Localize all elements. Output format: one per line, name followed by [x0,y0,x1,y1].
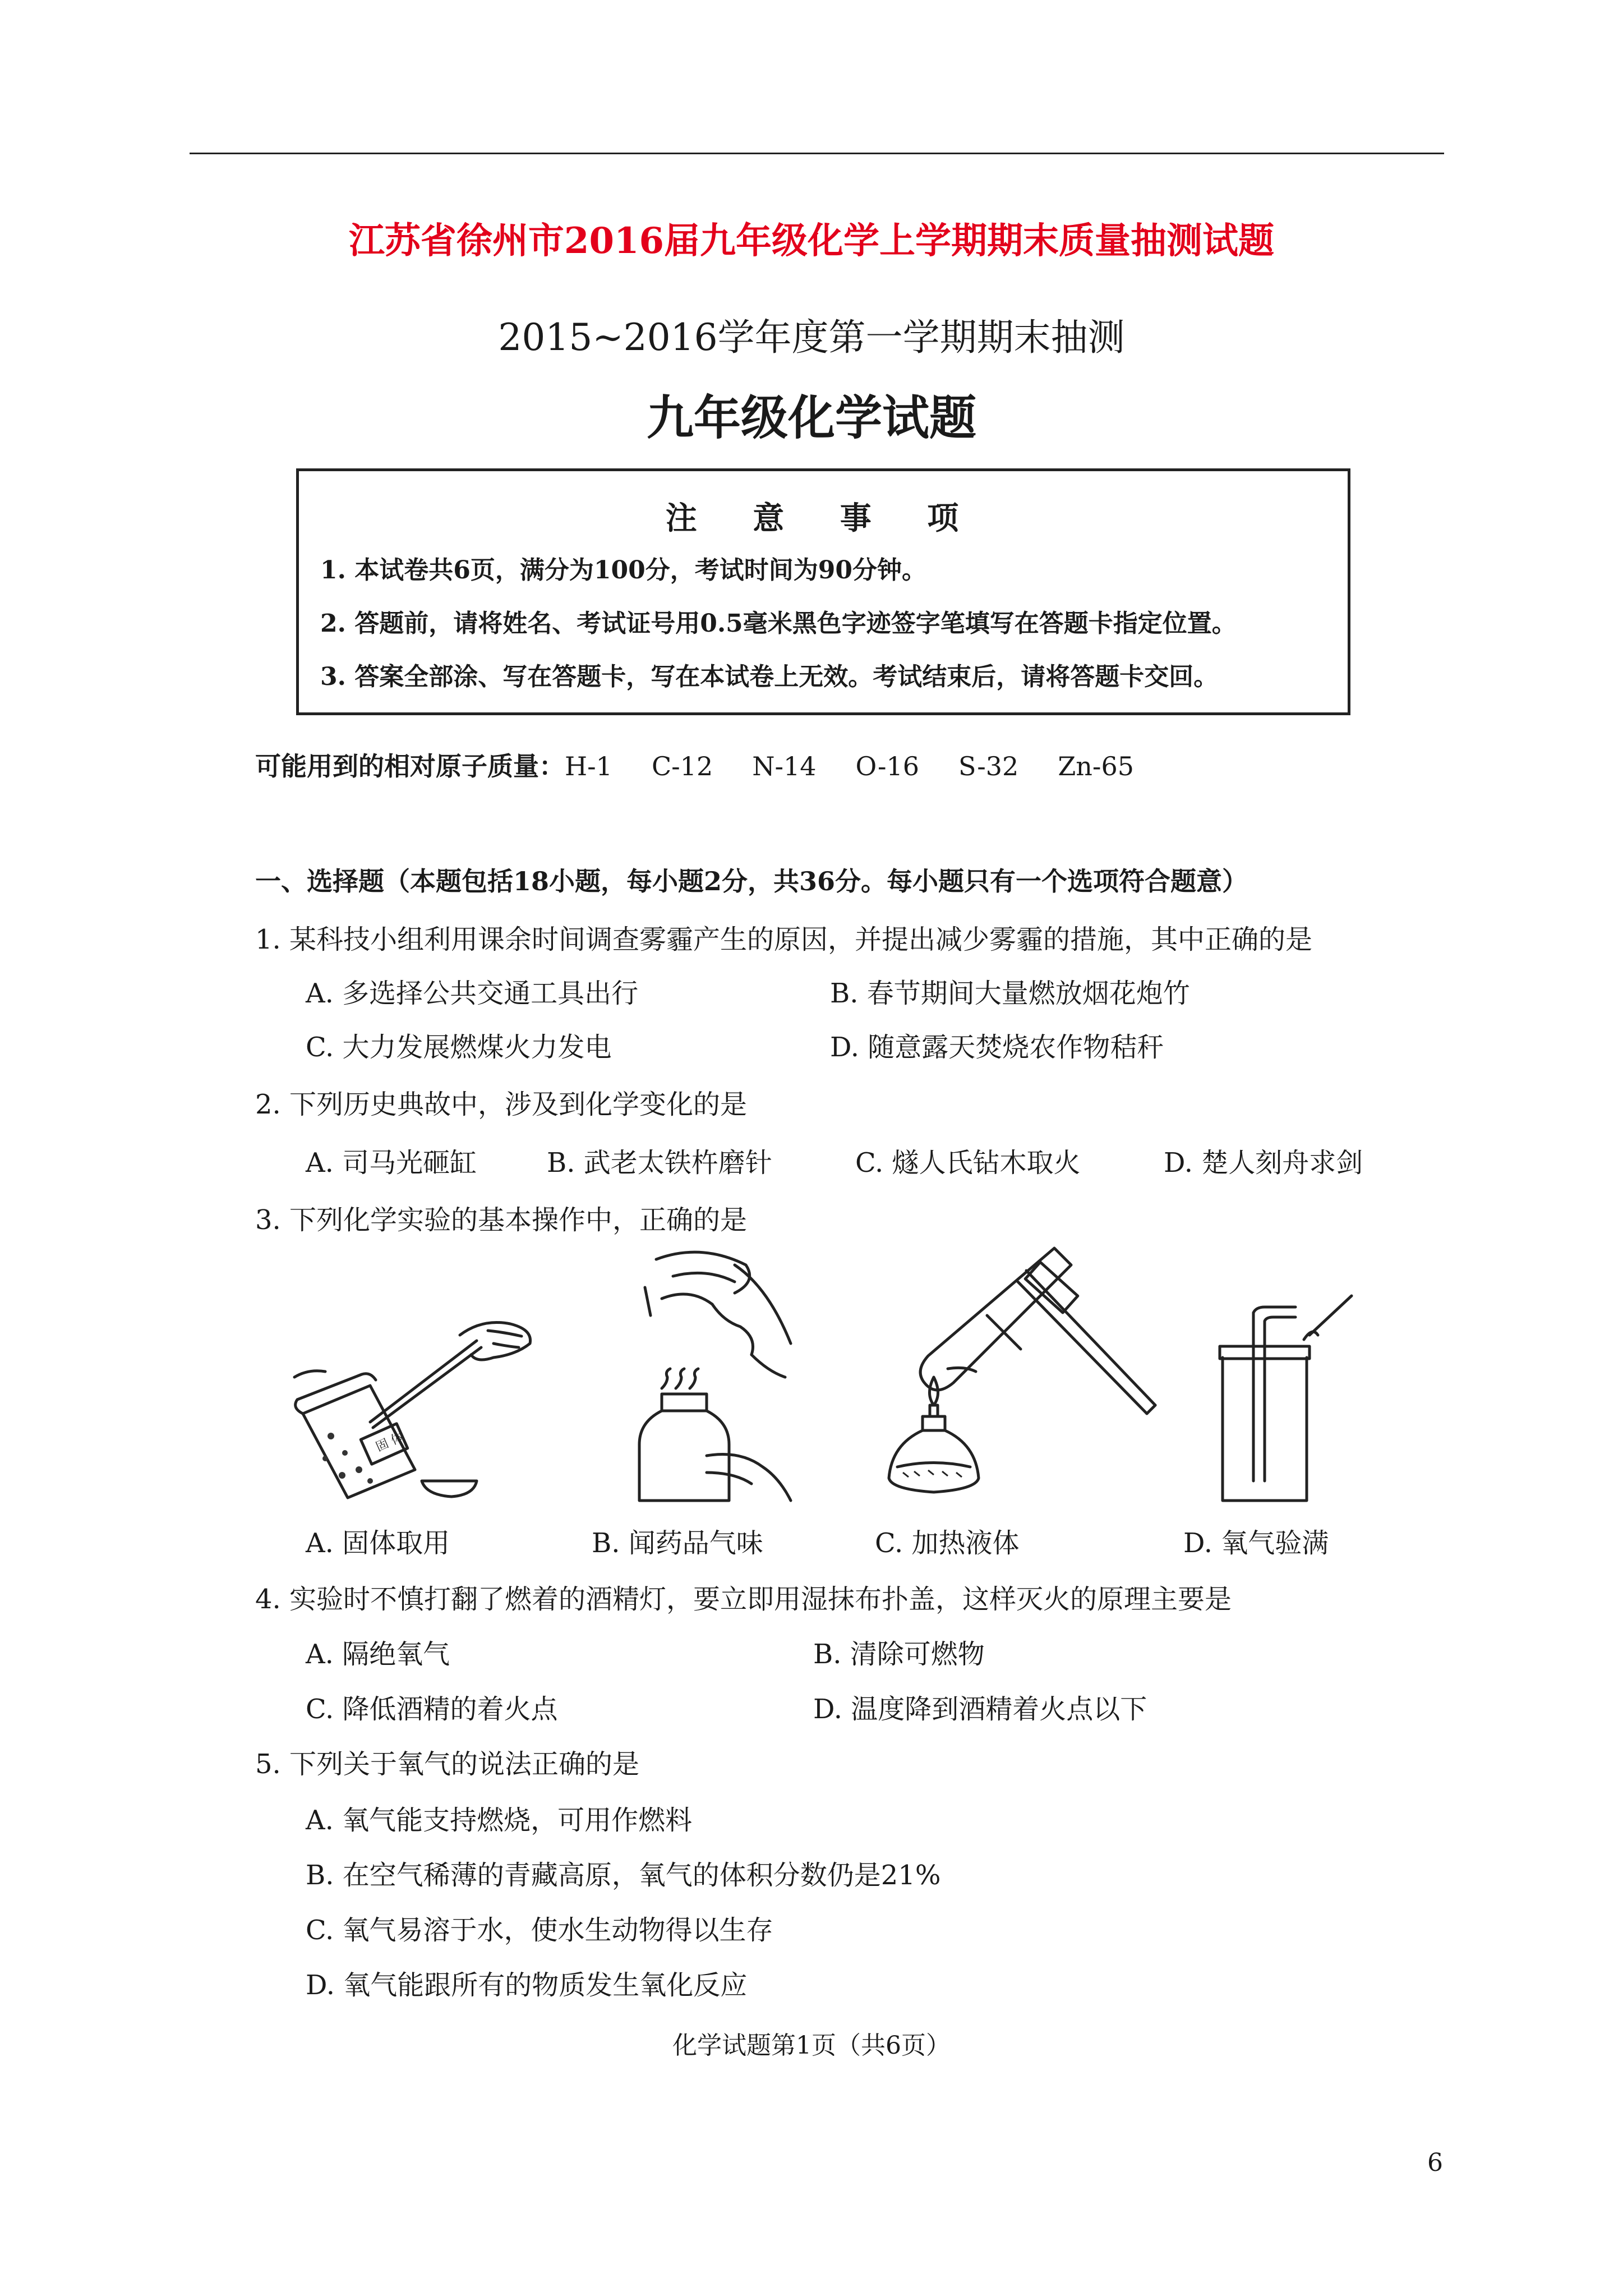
notice-item: 1. 本试卷共6页，满分为100分，考试时间为90分钟。 [320,556,926,585]
question-3-option-c: C. 加热液体 [875,1527,1020,1559]
question-5-option-a: A. 氧气能支持燃烧，可用作燃料 [306,1805,693,1836]
top-rule [190,153,1444,154]
question-1-option-a: A. 多选择公共交通工具出行 [306,978,639,1009]
question-1-stem: 1. 某科技小组利用课余时间调查雾霾产生的原因，并提出减少雾霾的措施，其中正确的是 [255,924,1313,955]
question-2-option-a: A. 司马光砸缸 [306,1147,477,1179]
question-3-option-b: B. 闻药品气味 [592,1527,763,1559]
atomic-mass-c: C-12 [651,751,713,781]
notice-item: 2. 答题前，请将姓名、考试证号用0.5毫米黑色字迹签字笔填写在答题卡指定位置。 [320,609,1237,638]
question-5-stem: 5. 下列关于氧气的说法正确的是 [255,1749,640,1780]
question-2-stem: 2. 下列历史典故中，涉及到化学变化的是 [255,1089,748,1120]
question-2-option-c: C. 燧人氏钻木取火 [855,1147,1081,1179]
question-2-option-d: D. 楚人刻舟求剑 [1164,1147,1363,1179]
question-4-option-c: C. 降低酒精的着火点 [306,1694,558,1725]
question-5-option-b: B. 在空气稀薄的青藏高原，氧气的体积分数仍是21% [306,1860,941,1891]
question-1-option-d: D. 随意露天焚烧农作物秸秆 [830,1032,1164,1063]
question-1-option-b: B. 春节期间大量燃放烟花炮竹 [830,978,1190,1009]
section-heading: 一、选择题（本题包括18小题，每小题2分，共36分。每小题只有一个选项符合题意） [255,866,1248,896]
question-5-option-c: C. 氧气易溶于水，使水生动物得以生存 [306,1915,773,1946]
atomic-mass-h: H-1 [565,751,612,781]
question-4-option-a: A. 隔绝氧气 [306,1639,450,1670]
notice-box [296,468,1350,715]
red-title: 江苏省徐州市2016届九年级化学上学期期末质量抽测试题 [348,220,1275,262]
figure-smelling [623,1243,824,1506]
question-3-stem: 3. 下列化学实验的基本操作中，正确的是 [255,1204,748,1236]
atomic-mass-s: S-32 [958,751,1019,781]
atomic-mass-o: O-16 [855,751,920,781]
exam-title: 九年级化学试题 [646,390,976,445]
page-number: 6 [1427,2148,1443,2177]
atomic-mass-label: 可能用到的相对原子质量： [255,751,565,781]
question-3-option-d: D. 氧气验满 [1183,1527,1329,1559]
question-4-option-b: B. 清除可燃物 [813,1639,985,1670]
question-4-stem: 4. 实验时不慎打翻了燃着的酒精灯，要立即用湿抹布扑盖，这样灭火的原理主要是 [255,1584,1232,1615]
question-5-option-d: D. 氧气能跟所有的物质发生氧化反应 [306,1970,748,2001]
question-3-option-a: A. 固体取用 [306,1527,450,1559]
atomic-mass-zn: Zn-65 [1058,751,1134,781]
bottle-label: 固 体 [374,1430,406,1455]
question-2-option-b: B. 武老太铁杵磨针 [547,1147,772,1179]
question-1-option-c: C. 大力发展燃煤火力发电 [306,1032,612,1063]
figure-oxygen-test [1211,1296,1357,1509]
atomic-mass-line [255,746,1134,783]
figure-solid-sampling [292,1301,538,1503]
figure-heating-liquid [875,1237,1178,1517]
exam-subtitle: 2015~2016学年度第一学期期末抽测 [498,316,1125,359]
page-footer: 化学试题第1页（共6页） [672,2031,951,2060]
notice-item: 3. 答案全部涂、写在答题卡，写在本试卷上无效。考试结束后，请将答题卡交回。 [320,662,1219,691]
atomic-mass-n: N-14 [752,751,817,781]
notice-heading: 注 意 事 项 [665,500,981,537]
question-4-option-d: D. 温度降到酒精着火点以下 [813,1694,1147,1725]
